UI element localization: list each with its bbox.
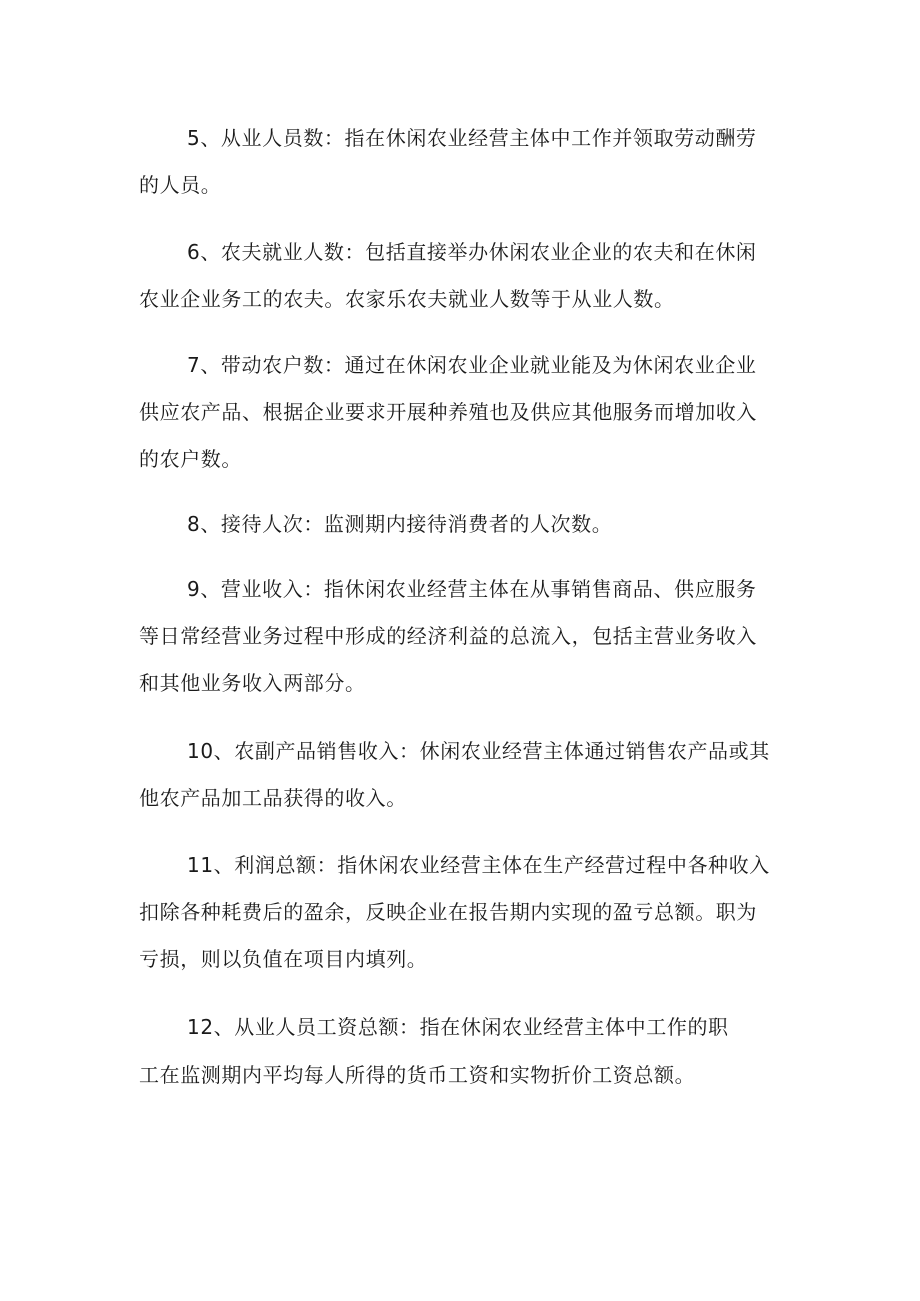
item-12-line-2: 工在监测期内平均每人所得的货币工资和实物折价工资总额。: [139, 1063, 696, 1087]
item-12-line-1: 12、从业人员工资总额：指在休闲农业经营主体中工作的职: [187, 1015, 729, 1039]
item-11-line-3: 亏损，则以负值在项目内填列。: [139, 947, 428, 971]
item-10-line-1: 10、农副产品销售收入：休闲农业经营主体通过销售农产品或其: [187, 739, 770, 763]
item-10-line-2: 他农产品加工品获得的收入。: [139, 786, 407, 810]
item-6-line-2: 农业企业务工的农夫。农家乐农夫就业人数等于从业人数。: [139, 287, 675, 311]
item-5-line-1: 5、从业人员数：指在休闲农业经营主体中工作并领取劳动酬劳: [187, 126, 757, 150]
item-9-line-2: 等日常经营业务过程中形成的经济利益的总流入，包括主营业务收入: [139, 624, 757, 648]
item-7-line-1: 7、带动农户数：通过在休闲农业企业就业能及为休闲农业企业: [187, 353, 757, 377]
item-5-line-2: 的人员。: [139, 173, 222, 197]
item-11-line-2: 扣除各种耗费后的盈余，反映企业在报告期内实现的盈亏总额。职为: [139, 900, 757, 924]
item-7-line-2: 供应农产品、根据企业要求开展种养殖也及供应其他服务而增加收入: [139, 400, 757, 424]
item-6-line-1: 6、农夫就业人数：包括直接举办休闲农业企业的农夫和在休闲: [187, 240, 757, 264]
item-8-line-1: 8、接待人次：监测期内接待消费者的人次数。: [187, 512, 613, 536]
item-9-line-1: 9、营业收入：指休闲农业经营主体在从事销售商品、供应服务: [187, 577, 757, 601]
item-11-line-1: 11、利润总额：指休闲农业经营主体在生产经营过程中各种收入: [187, 853, 770, 877]
item-7-line-3: 的农户数。: [139, 447, 242, 471]
item-9-line-3: 和其他业务收入两部分。: [139, 671, 366, 695]
